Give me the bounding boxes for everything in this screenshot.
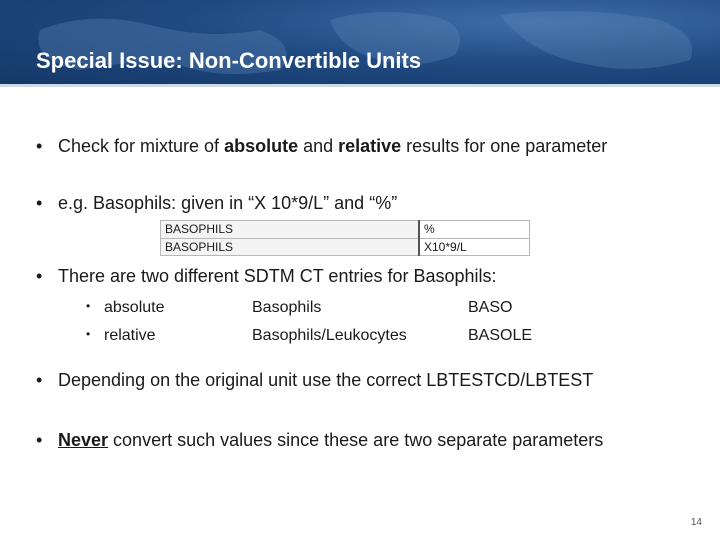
bullet-dot: • [86,327,91,341]
unit-cell: X10*9/L [419,238,530,256]
bullet-never-convert: • Never convert such values since these are two separate parameters [36,430,604,450]
bullet-dot: • [36,193,43,213]
param-cell: BASOPHILS [161,221,420,239]
slide-header [0,0,720,87]
relative-emphasis: relative [338,136,402,156]
bullet-basophils-example: • e.g. Basophils: given in “X 10*9/L” and “%” [36,193,398,213]
lbtest-basophils: Basophils [252,299,322,316]
lbtest-basophils-leukocytes: Basophils/Leukocytes [252,327,407,344]
bullet-mixture-check: • Check for mixture of absolute and relative results for one parameter [36,136,608,156]
never-emphasis: Never [58,430,109,450]
page-number: 14 [690,517,702,528]
param-cell: BASOPHILS [161,238,420,256]
bullet-dot: • [36,430,43,450]
sub-bullet-relative: • relative [86,327,156,344]
sub-bullet-absolute: • absolute [86,299,165,316]
slide-title: Special Issue: Non-Convertible Units [36,48,422,73]
bullet-dot: • [86,299,91,313]
absolute-emphasis: absolute [224,136,299,156]
lbtestcd-baso: BASO [468,299,513,316]
bullet-dot: • [36,266,43,286]
example-data-table [160,220,530,256]
table-row [161,238,530,256]
bullet-dot: • [36,370,43,390]
lbtestcd-basole: BASOLE [468,327,533,344]
bullet-ct-entries: • There are two different SDTM CT entries for Basophils: [36,266,497,286]
header-divider [0,84,720,87]
table-row [161,221,530,239]
unit-cell: % [419,221,530,239]
bullet-original-unit: • Depending on the original unit use the correct LBTESTCD/LBTEST [36,370,594,390]
bullet-dot: • [36,136,43,156]
